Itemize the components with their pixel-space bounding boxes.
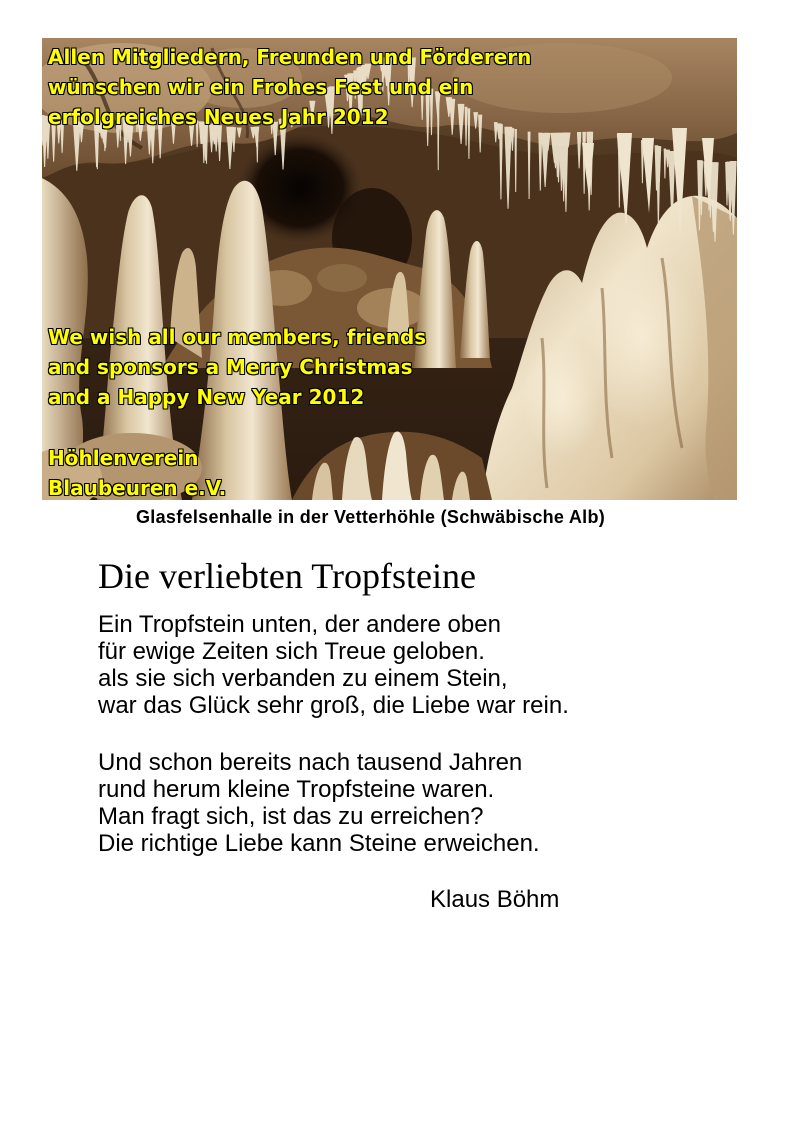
greeting-line: We wish all our members, friends bbox=[48, 325, 427, 349]
cave-photo bbox=[42, 38, 737, 500]
poem-title: Die verliebten Tropfsteine bbox=[98, 556, 476, 596]
poem-line: Und schon bereits nach tausend Jahren bbox=[98, 749, 523, 776]
poem-line: Man fragt sich, ist das zu erreichen? bbox=[98, 803, 484, 830]
organization-name bbox=[48, 443, 226, 500]
greeting-line: and a Happy New Year 2012 bbox=[48, 385, 365, 409]
poem-line: rund herum kleine Tropfsteine waren. bbox=[98, 776, 495, 803]
poem-author: Klaus Böhm bbox=[430, 886, 560, 913]
organization-line: Höhlenverein bbox=[48, 446, 199, 470]
poem-line: als sie sich verbanden zu einem Stein, bbox=[98, 665, 508, 692]
greeting-line: Allen Mitgliedern, Freunden und Förderern bbox=[48, 45, 532, 69]
poem-body bbox=[98, 611, 569, 857]
rock-boulder bbox=[317, 264, 367, 292]
photo-caption: Glasfelsenhalle in der Vetterhöhle (Schwäbische Alb) bbox=[136, 507, 606, 527]
poem-line: für ewige Zeiten sich Treue geloben. bbox=[98, 638, 485, 665]
organization-line: Blaubeuren e.V. bbox=[48, 476, 227, 500]
poem-line: Ein Tropfstein unten, der andere oben bbox=[98, 611, 501, 638]
poem-stanza bbox=[98, 749, 569, 857]
poem-stanza bbox=[98, 611, 569, 719]
poem-line: Die richtige Liebe kann Steine erweichen. bbox=[98, 830, 540, 857]
greeting-english bbox=[48, 322, 426, 412]
greeting-line: erfolgreiches Neues Jahr 2012 bbox=[48, 105, 389, 129]
poem-line: war das Glück sehr groß, die Liebe war rein. bbox=[98, 692, 569, 719]
flowstone-highlight bbox=[522, 338, 602, 458]
greeting-german bbox=[48, 42, 531, 132]
greeting-line: and sponsors a Merry Christmas bbox=[48, 355, 413, 379]
greeting-line: wünschen wir ein Frohes Fest und ein bbox=[48, 75, 474, 99]
